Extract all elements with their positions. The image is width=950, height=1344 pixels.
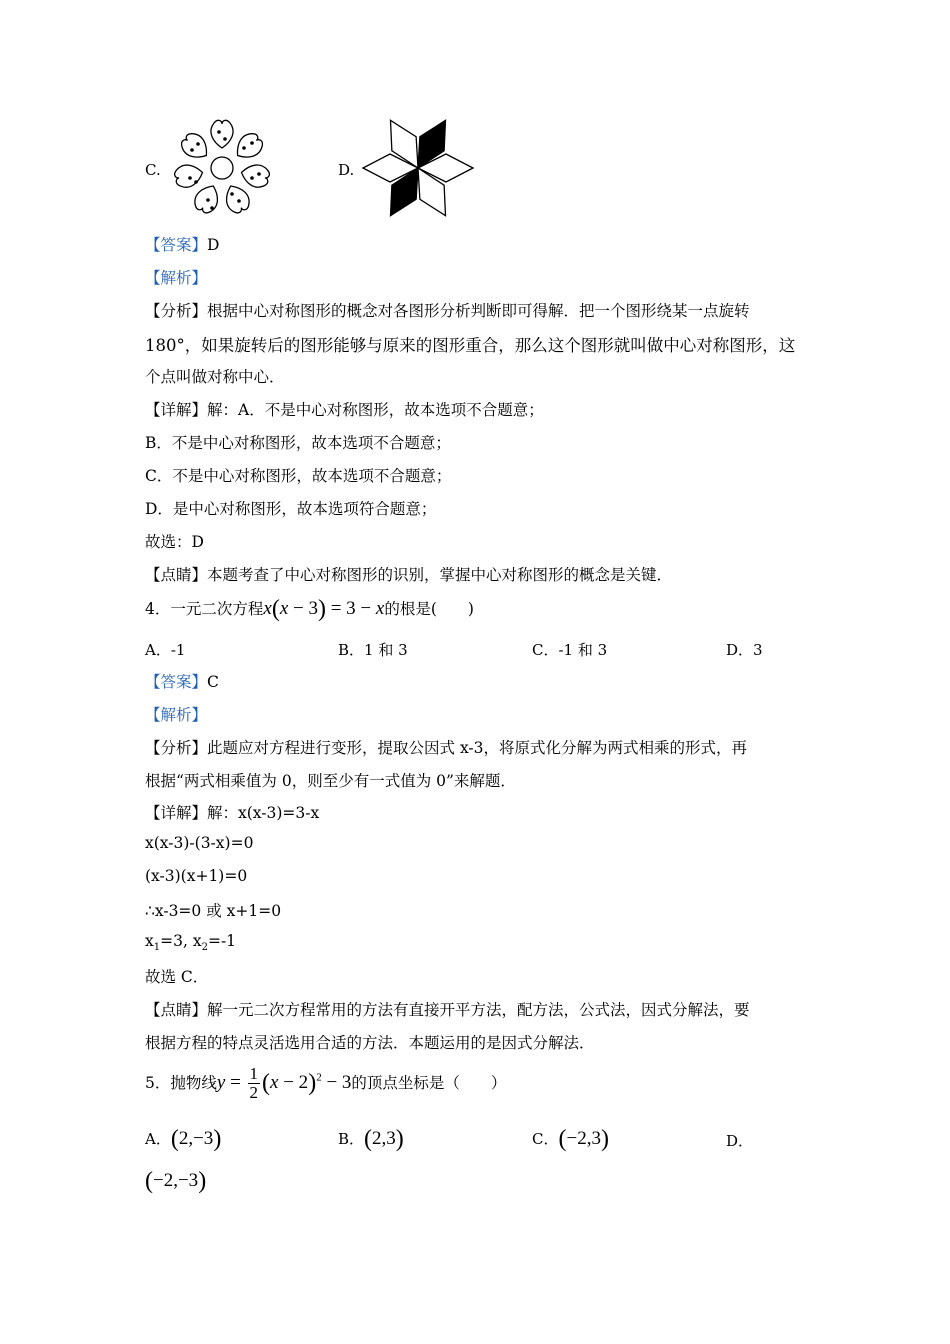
q4-option-a[interactable]: A．-1 bbox=[145, 641, 186, 659]
option-d-label: D. bbox=[338, 161, 355, 179]
q3-detail-line4: D．是中心对称图形，故本选项符合题意； bbox=[145, 500, 437, 518]
q4-option-b[interactable]: B．1 和 3 bbox=[338, 641, 408, 659]
q4-stem: 4．一元二次方程x(x − 3) = 3 − x的根是( ) bbox=[145, 596, 474, 622]
q5-stem: 5．抛物线y = $\frac{1}{2}$ $(x - 2)^2 - 3$的顶点坐标是（ ） bbox=[145, 1064, 507, 1102]
q4-dianjing-line1: 【点睛】解一元二次方程常用的方法有直接开平方法，配方法，公式法，因式分解法，要 bbox=[145, 1001, 750, 1019]
q5-option-d-value[interactable]: (−2,−3) bbox=[145, 1168, 207, 1194]
q4-option-d[interactable]: D．3 bbox=[726, 641, 763, 659]
q4-detail-line1: 【详解】解：x(x-3)=3-x bbox=[145, 804, 320, 822]
q4-fenxi-line1: 【分析】此题应对方程进行变形，提取公因式 x-3，将原式化分解为两式相乘的形式，再 bbox=[145, 739, 748, 757]
q4-fenxi-line2: 根据“两式相乘值为 0，则至少有一式值为 0”来解题． bbox=[145, 772, 516, 790]
q3-dianjing: 【点睛】本题考查了中心对称图形的识别，掌握中心对称图形的概念是关键． bbox=[145, 566, 673, 584]
q4-option-c[interactable]: C．-1 和 3 bbox=[532, 641, 608, 659]
q5-option-c[interactable]: C．(−2,3) bbox=[532, 1126, 609, 1152]
q3-choose: 故选：D bbox=[145, 533, 204, 551]
q4-choose: 故选 C． bbox=[145, 968, 209, 986]
q4-answer: 【答案】C bbox=[145, 673, 219, 691]
figure-d-star bbox=[362, 113, 474, 223]
q4-analysis-tag: 【解析】 bbox=[145, 706, 208, 724]
q4-step2: (x-3)(x+1)=0 bbox=[145, 867, 248, 885]
q4-dianjing-line2: 根据方程的特点灵活选用合适的方法．本题运用的是因式分解法． bbox=[145, 1034, 595, 1052]
q3-fenxi-line3: 个点叫做对称中心． bbox=[145, 368, 285, 386]
q5-fraction: $\frac{1}{2}$ bbox=[249, 1064, 259, 1102]
q5-option-b[interactable]: B．(2,3) bbox=[338, 1126, 404, 1152]
q3-fenxi-line2: 180°，如果旋转后的图形能够与原来的图形重合，那么这个图形就叫做中心对称图形，这 bbox=[145, 336, 796, 355]
q3-detail-line2: B．不是中心对称图形，故本选项不合题意； bbox=[145, 434, 451, 452]
option-c-label: C. bbox=[145, 161, 161, 179]
q3-detail-line1: 【详解】解：A．不是中心对称图形，故本选项不合题意； bbox=[145, 401, 544, 419]
q3-analysis-tag: 【解析】 bbox=[145, 269, 208, 287]
q4-equation: x(x − 3) = 3 − x bbox=[263, 596, 385, 622]
q5-option-d-label[interactable]: D． bbox=[726, 1132, 754, 1150]
q4-step1: x(x-3)-(3-x)=0 bbox=[145, 834, 254, 852]
q5-equation: y = $\frac{1}{2}$ $(x - 2)^2 - 3$ bbox=[216, 1064, 352, 1102]
q4-step3: ∴x-3=0 或 x+1=0 bbox=[145, 902, 282, 920]
figure-c-flower bbox=[168, 114, 276, 222]
q4-roots: $x_1=3$, $x_2=-1$ bbox=[145, 932, 237, 954]
q5-option-a[interactable]: A．(2,−3) bbox=[145, 1126, 222, 1152]
q3-fenxi-line1: 【分析】根据中心对称图形的概念对各图形分析判断即可得解．把一个图形绕某一点旋转 bbox=[145, 302, 750, 320]
q3-detail-line3: C．不是中心对称图形，故本选项不合题意； bbox=[145, 467, 452, 485]
q3-answer: 【答案】D bbox=[145, 236, 220, 254]
